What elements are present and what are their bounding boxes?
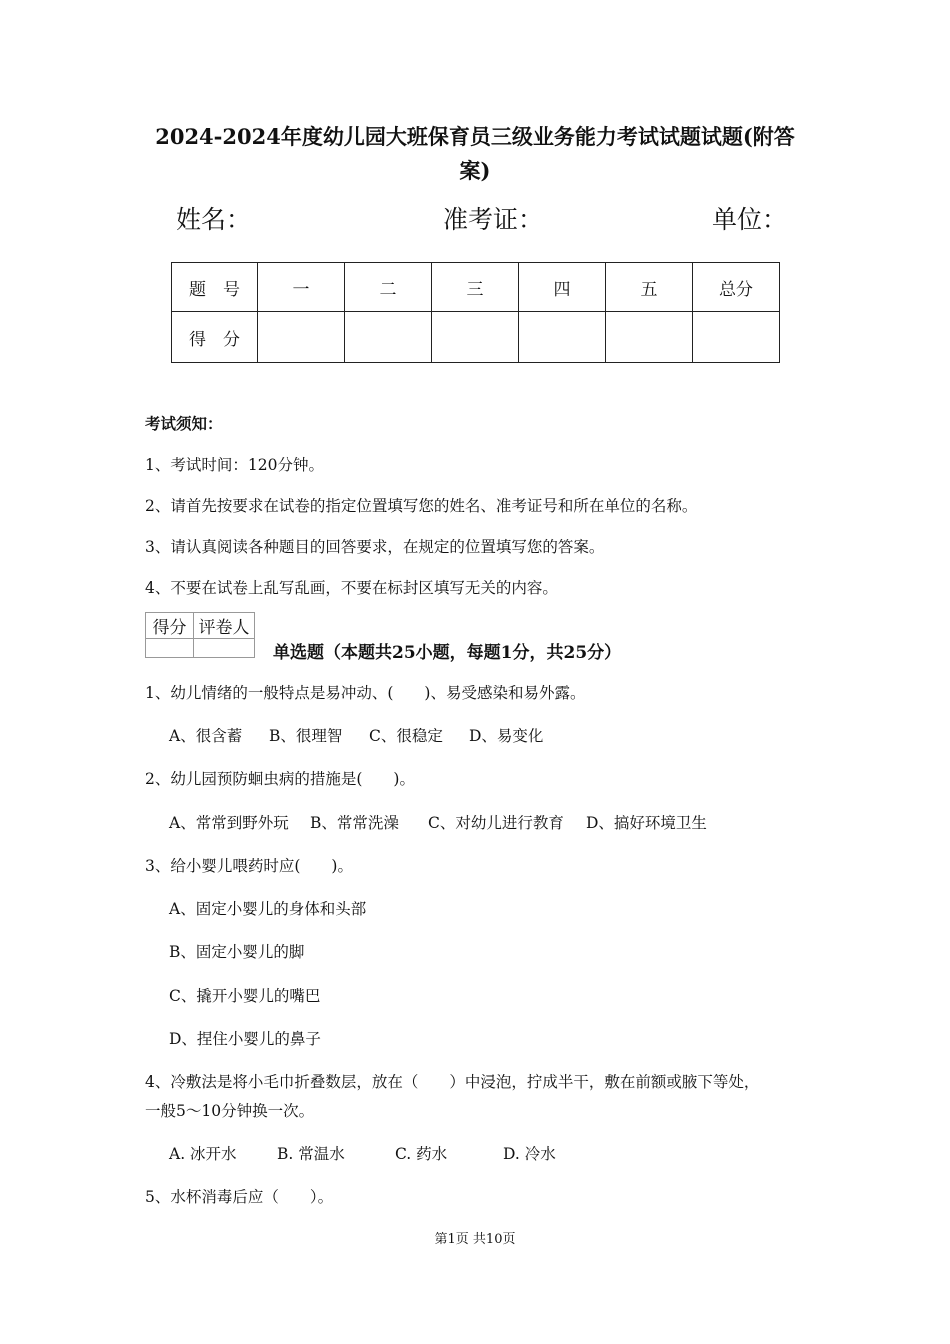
name-label: 姓名：: [176, 205, 252, 234]
score-cell: [432, 312, 519, 363]
grader-score-label: 得分: [146, 613, 194, 639]
score-table-header-row: [172, 263, 780, 312]
score-cell: [519, 312, 606, 363]
option: C、撬开小婴儿的嘴巴: [169, 987, 321, 1005]
grader-table: [145, 612, 255, 658]
option: C、对幼儿进行教育: [428, 814, 564, 832]
score-header-cell: 二: [345, 263, 432, 312]
question-text: 2、幼儿园预防蛔虫病的措施是( )。: [145, 770, 415, 788]
score-table-score-row: [172, 312, 780, 363]
section-title: 单选题（本题共25小题，每题1分，共25分）: [273, 643, 622, 663]
option: C. 药水: [395, 1145, 448, 1163]
grader-score-cell: [146, 639, 194, 658]
question-text-continued: 一般5～10分钟换一次。: [145, 1102, 315, 1120]
exam-id-label: 准考证：: [443, 205, 544, 234]
question-text: 3、给小婴儿喂药时应( )。: [145, 857, 353, 875]
question-text: 4、冷敷法是将小毛巾折叠数层，放在（ ）中浸泡，拧成半干，敷在前额或腋下等处，: [145, 1073, 760, 1091]
notice-item: 2、请首先按要求在试卷的指定位置填写您的姓名、准考证号和所在单位的名称。: [145, 497, 698, 515]
option: B. 常温水: [277, 1145, 345, 1163]
score-header-cell: 一: [258, 263, 345, 312]
score-header-cell: 三: [432, 263, 519, 312]
grader-name-label: 评卷人: [194, 613, 255, 639]
option: A、常常到野外玩: [169, 814, 289, 832]
score-cell: [258, 312, 345, 363]
score-cell: [606, 312, 693, 363]
option: A、很含蓄: [169, 727, 243, 745]
option: B、很理智: [269, 727, 343, 745]
score-cell: [693, 312, 780, 363]
notice-item: 3、请认真阅读各种题目的回答要求，在规定的位置填写您的答案。: [145, 538, 605, 556]
option: D、易变化: [469, 727, 544, 745]
score-header-cell: 题 号: [172, 263, 258, 312]
notice-heading: 考试须知：: [145, 414, 223, 433]
notice-item: 1、考试时间：120分钟。: [145, 456, 324, 474]
score-header-cell: 五: [606, 263, 693, 312]
option: A. 冰开水: [169, 1145, 237, 1163]
option-row: [169, 811, 707, 833]
option: D、捏住小婴儿的鼻子: [169, 1030, 321, 1048]
score-header-cell: 四: [519, 263, 606, 312]
option-row: [169, 1142, 556, 1164]
question-text: 1、幼儿情绪的一般特点是易冲动、( )、易受感染和易外露。: [145, 684, 586, 702]
unit-label: 单位：: [712, 205, 788, 234]
option: A、固定小婴儿的身体和头部: [169, 900, 367, 918]
option: B、常常洗澡: [310, 814, 399, 832]
option: D、搞好环境卫生: [586, 814, 707, 832]
notice-item: 4、不要在试卷上乱写乱画，不要在标封区填写无关的内容。: [145, 579, 558, 597]
option: D. 冷水: [503, 1145, 556, 1163]
option-row: [169, 724, 543, 746]
page-title: 2024-2024年度幼儿园大班保育员三级业务能力考试试题试题(附答案): [155, 124, 795, 183]
question-text: 5、水杯消毒后应（ ）。: [145, 1188, 334, 1206]
option: B、固定小婴儿的脚: [169, 943, 305, 961]
score-cell: [345, 312, 432, 363]
grader-name-cell: [194, 639, 255, 658]
score-table: [171, 262, 780, 363]
score-row-label: 得 分: [172, 312, 258, 363]
option: C、很稳定: [369, 727, 443, 745]
page-footer: 第1页 共10页: [434, 1232, 516, 1247]
score-header-cell: 总分: [693, 263, 780, 312]
